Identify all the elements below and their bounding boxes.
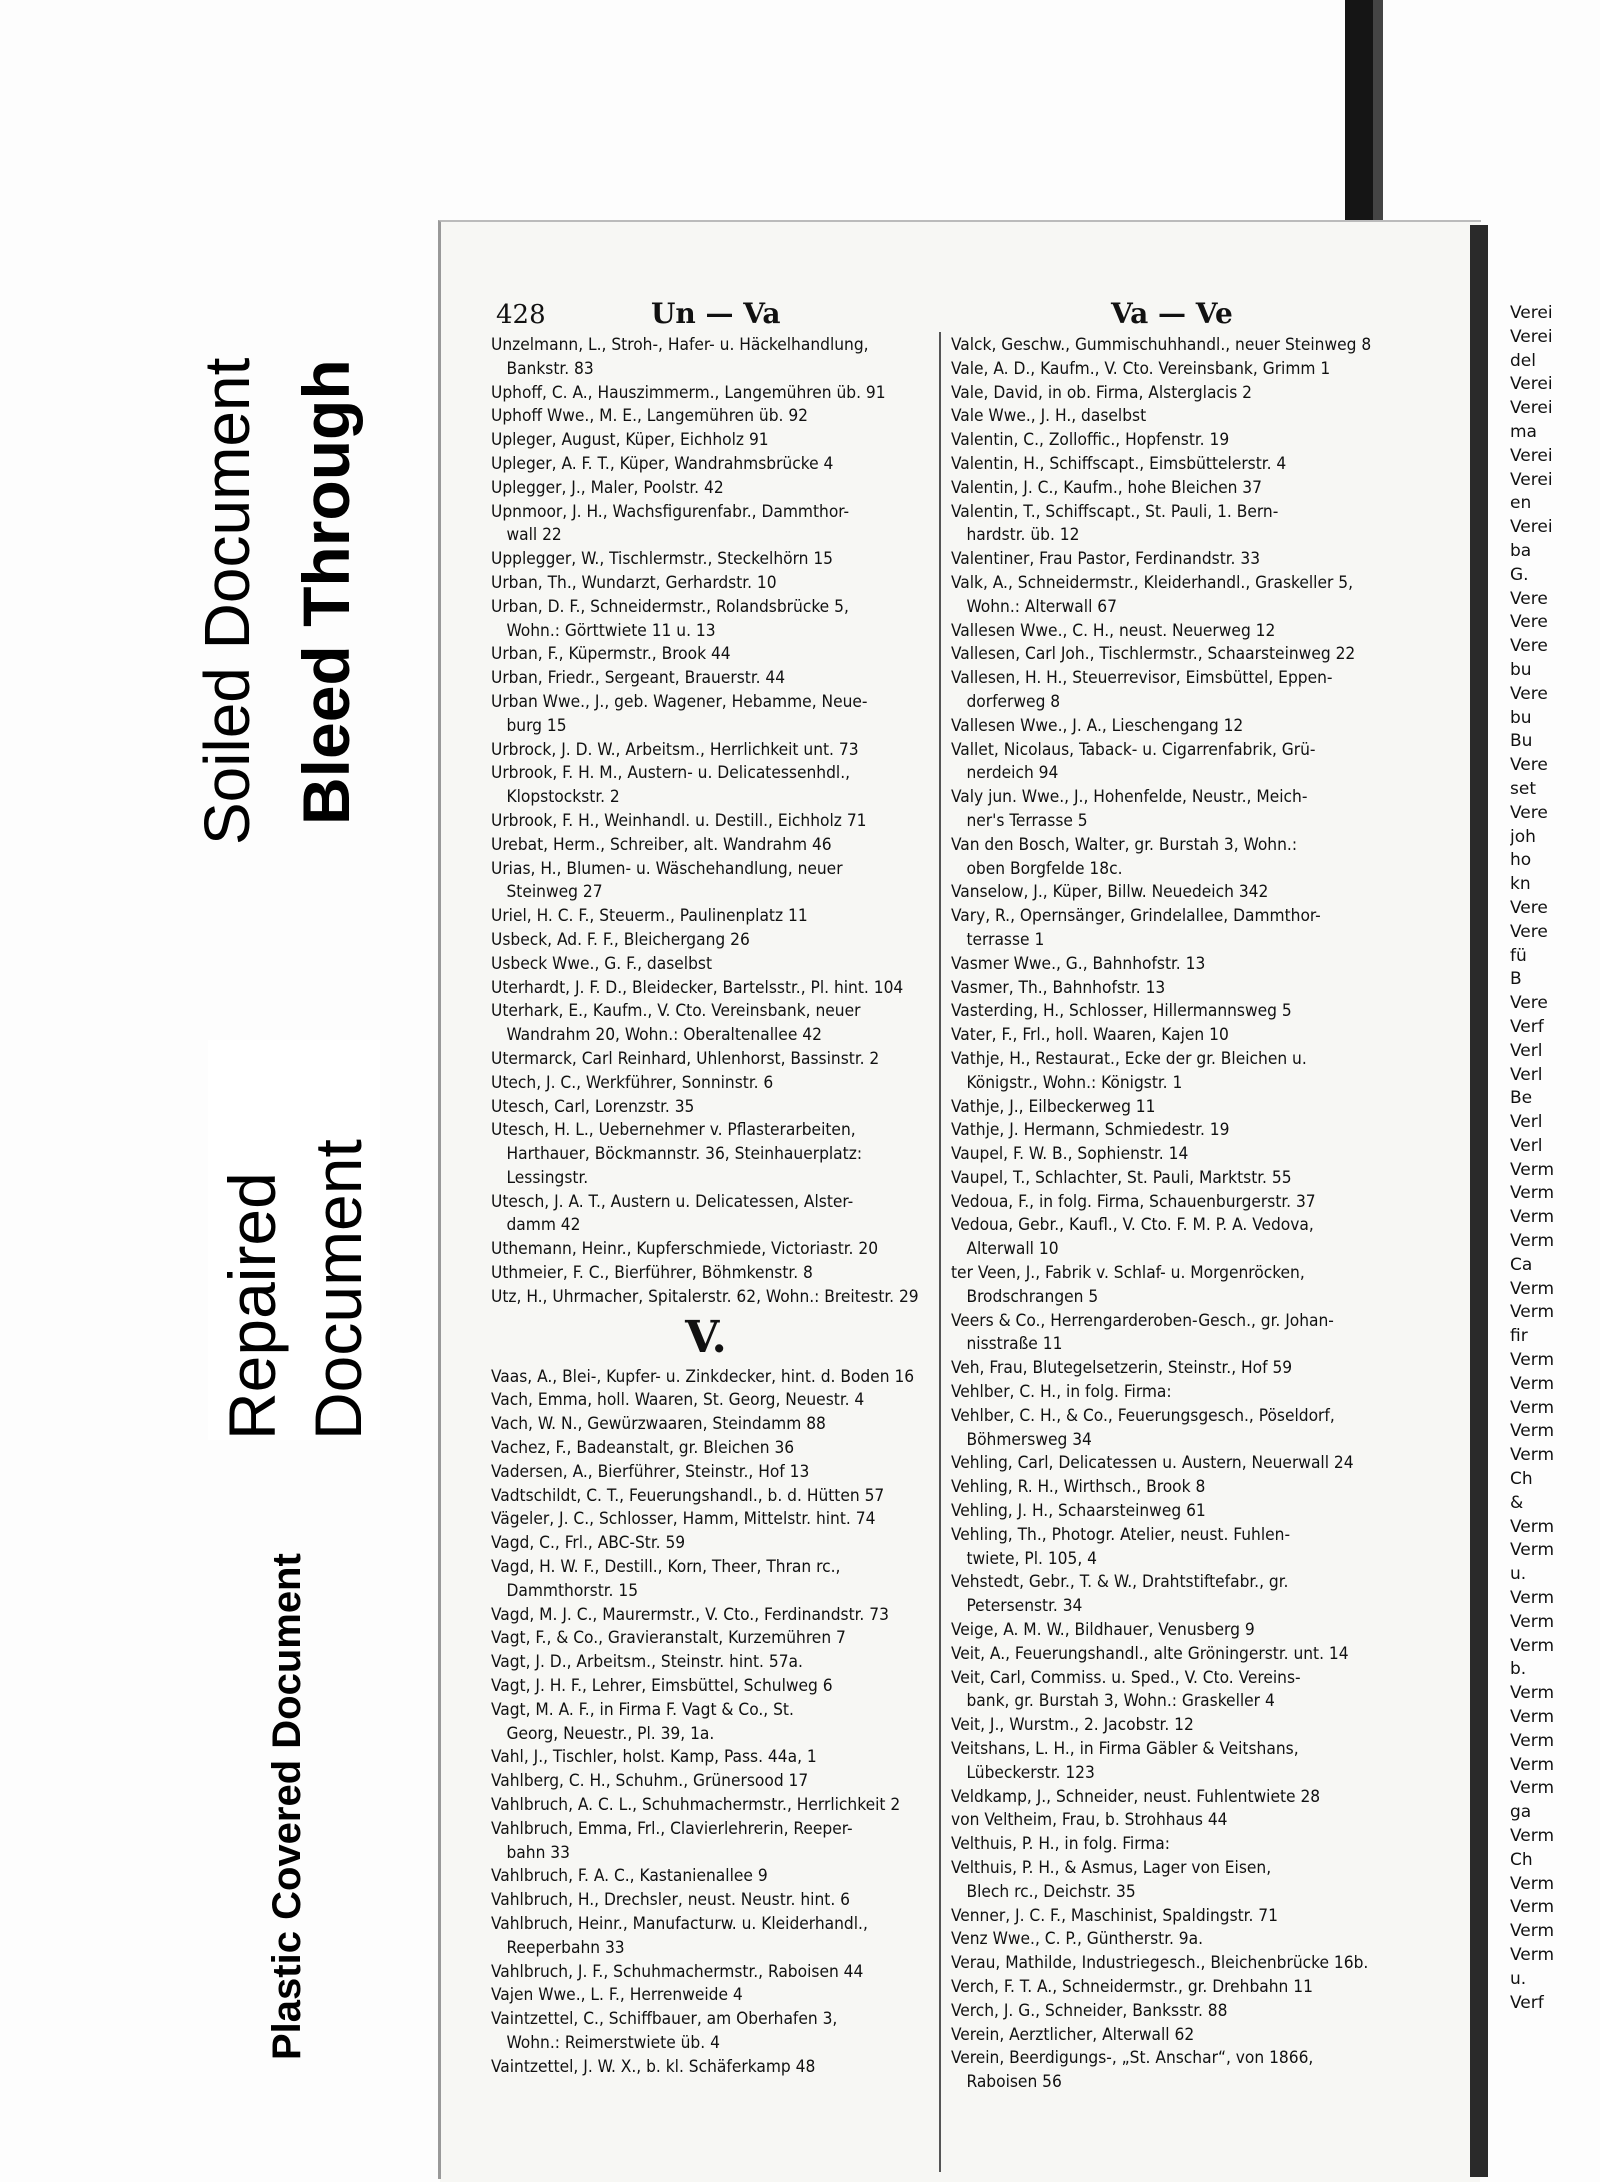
directory-entry-line: Uphoff, C. A., Hauszimmerm., Langemühren üb. 91 [491, 382, 886, 403]
peek-entry-fragment: Verl [1510, 1040, 1543, 1061]
directory-entry-line: Alterwall 10 [951, 1239, 1059, 1260]
peek-entry-fragment: Verm [1510, 1278, 1555, 1299]
directory-entry-line: Vagt, M. A. F., in Firma F. Vagt & Co., St. [491, 1699, 794, 1720]
peek-entry-fragment: Vere [1510, 802, 1548, 823]
directory-entry-line: Valentin, T., Schiffscapt., St. Pauli, 1. Bern- [951, 501, 1279, 522]
directory-entry-line: Vaas, A., Blei-, Kupfer- u. Zinkdecker, hint. d. Boden 16 [491, 1366, 915, 1387]
directory-entry-line: Valy jun. Wwe., J., Hohenfelde, Neustr., Meich- [951, 787, 1308, 808]
directory-entry-line: Vary, R., Opernsänger, Grindelallee, Dammthor- [951, 906, 1321, 927]
directory-entry-line: Vagt, J. D., Arbeitsm., Steinstr. hint. 57a. [491, 1652, 803, 1673]
directory-entry-line: Brodschrangen 5 [951, 1286, 1099, 1307]
peek-entry-fragment: Be [1510, 1088, 1533, 1109]
directory-entry-line: Valk, A., Schneidermstr., Kleiderhandl., Graskeller 5, [951, 572, 1353, 593]
directory-entry-line: Vehlber, C. H., in folg. Firma: [951, 1382, 1172, 1403]
directory-entry-line: Harthauer, Böckmannstr. 36, Steinhauerplatz: [491, 1144, 863, 1165]
right-column [951, 334, 1421, 2095]
directory-entry-line: Vagd, M. J. C., Maurermstr., V. Cto., Ferdinandstr. 73 [491, 1604, 889, 1625]
directory-entry-line: Vale Wwe., J. H., daselbst [951, 406, 1147, 427]
peek-entry-fragment: Verei [1510, 374, 1553, 395]
directory-entry-line: Vahlbruch, F. A. C., Kastanienallee 9 [491, 1866, 768, 1887]
directory-entry-line: Veers & Co., Herrengarderoben-Gesch., gr. Johan- [951, 1310, 1334, 1331]
directory-entry-line: Vehling, J. H., Schaarsteinweg 61 [951, 1501, 1206, 1522]
directory-entry-line: Unzelmann, L., Stroh-, Hafer- u. Häckelhandlung, [491, 335, 869, 355]
directory-entry-line: Vahlberg, C. H., Schuhm., Grünersood 17 [491, 1771, 809, 1792]
directory-entry-line: Vale, David, in ob. Firma, Alsterglacis 2 [951, 382, 1253, 403]
peek-entry-fragment: fü [1510, 945, 1527, 966]
directory-entry-line: Utermarck, Carl Reinhard, Uhlenhorst, Bassinstr. 2 [491, 1048, 880, 1069]
directory-entry-line: Uthemann, Heinr., Kupferschmiede, Victoriastr. 20 [491, 1239, 879, 1260]
soiled-document-label: Soiled Document [191, 357, 263, 845]
directory-entry-line: Veldkamp, J., Schneider, neust. Fuhlentwiete 28 [951, 1786, 1321, 1807]
directory-entry-line: Veit, Carl, Commiss. u. Sped., V. Cto. Vereins- [951, 1667, 1301, 1688]
directory-entry-line: Steinweg 27 [491, 882, 603, 903]
running-head-right: Va — Ve [1111, 297, 1233, 330]
peek-entry-fragment: ho [1510, 850, 1532, 871]
directory-entry-line: Vasterding, H., Schlosser, Hillermannsweg 5 [951, 1001, 1292, 1022]
directory-entry-line: Dammthorstr. 15 [491, 1580, 639, 1601]
peek-entry-fragment: Verm [1510, 1873, 1555, 1894]
peek-entry-fragment: Verei [1510, 517, 1553, 538]
directory-entry-line: Vehling, Th., Photogr. Atelier, neust. Fuhlen- [951, 1524, 1291, 1545]
bleed-through-label: Bleed Through [289, 359, 363, 825]
directory-entry-line: Valentiner, Frau Pastor, Ferdinandstr. 33 [951, 549, 1261, 570]
directory-entry-line: Königstr., Wohn.: Königstr. 1 [951, 1072, 1183, 1093]
peek-entry-fragment: u. [1510, 1564, 1527, 1585]
peek-entry-fragment: Verm [1510, 1231, 1555, 1252]
directory-entry-line: Verein, Aerztlicher, Alterwall 62 [951, 2024, 1195, 2045]
directory-entry-line: Upnmoor, J. H., Wachsfigurenfabr., Dammthor- [491, 501, 850, 522]
directory-entry-line: Urebat, Herm., Schreiber, alt. Wandrahm 46 [491, 834, 832, 855]
peek-entry-fragment: Verei [1510, 398, 1553, 419]
directory-entry-line: wall 22 [491, 525, 562, 546]
peek-entry-fragment: Verei [1510, 445, 1553, 466]
directory-entry-line: Vathje, H., Restaurat., Ecke der gr. Bleichen u. [951, 1048, 1307, 1069]
directory-entry-line: Vahlbruch, H., Drechsler, neust. Neustr. hint. 6 [491, 1890, 850, 1911]
directory-entry-line: Utesch, Carl, Lorenzstr. 35 [491, 1096, 695, 1117]
directory-entry-line: Urbrock, J. D. W., Arbeitsm., Herrlichkeit unt. 73 [491, 739, 859, 760]
peek-entry-fragment: Verm [1510, 1635, 1555, 1656]
directory-entry-line: Vahlbruch, Emma, Frl., Clavierlehrerin, Reeper- [491, 1818, 853, 1839]
peek-entry-fragment: Verei [1510, 303, 1553, 323]
peek-entry-fragment: Vere [1510, 755, 1548, 776]
directory-entry-line: Uthmeier, F. C., Bierführer, Böhmkenstr. 8 [491, 1263, 813, 1284]
next-page-column-fragment [1510, 302, 1600, 2015]
directory-entry-line: Usbeck Wwe., G. F., daselbst [491, 953, 713, 974]
peek-entry-fragment: ga [1510, 1802, 1532, 1823]
directory-entry-line: burg 15 [491, 715, 567, 736]
repaired-label-line1: Repaired [215, 1172, 289, 1440]
directory-entry-line: Vaintzettel, C., Schiffbauer, am Oberhafen 3, [491, 2009, 838, 2030]
peek-entry-fragment: bu [1510, 707, 1532, 728]
directory-entry-line: Verau, Mathilde, Industriegesch., Bleichenbrücke 16b. [951, 1953, 1369, 1974]
directory-entry-line: Vallesen, Carl Joh., Tischlermstr., Schaarsteinweg 22 [951, 644, 1356, 665]
peek-entry-fragment: Ch [1510, 1469, 1533, 1490]
plastic-covered-label: Plastic Covered Document [265, 1553, 309, 2060]
directory-entry-line: Utz, H., Uhrmacher, Spitalerstr. 62, Wohn.: Breitestr. 29 [491, 1286, 919, 1307]
peek-entry-fragment: joh [1510, 826, 1536, 847]
directory-entry-line: Vehling, R. H., Wirthsch., Brook 8 [951, 1477, 1206, 1498]
directory-entry-line: Vehling, Carl, Delicatessen u. Austern, Neuerwall 24 [951, 1453, 1354, 1474]
directory-entry-line: Vallesen Wwe., J. A., Lieschengang 12 [951, 715, 1244, 736]
directory-entry-line: Usbeck, Ad. F. F., Bleichergang 26 [491, 929, 750, 950]
directory-entry-line: Raboisen 56 [951, 2072, 1062, 2093]
peek-entry-fragment: ma [1510, 421, 1537, 442]
directory-entry-line: nisstraße 11 [951, 1334, 1063, 1355]
peek-entry-fragment: Verei [1510, 326, 1553, 347]
peek-entry-fragment: Verm [1510, 1588, 1555, 1609]
directory-entry-line: hardstr. üb. 12 [951, 525, 1080, 546]
directory-entry-line: Velthuis, P. H., & Asmus, Lager von Eisen, [951, 1858, 1272, 1878]
peek-entry-fragment: Vere [1510, 897, 1548, 918]
directory-entry-line: Veh, Frau, Blutegelsetzerin, Steinstr., Hof 59 [951, 1358, 1293, 1379]
peek-entry-fragment: Verm [1510, 1944, 1555, 1965]
peek-entry-fragment: Verm [1510, 1350, 1555, 1371]
peek-entry-fragment: Verf [1510, 1016, 1544, 1037]
peek-entry-fragment: Verm [1510, 1183, 1555, 1204]
peek-entry-fragment: Verl [1510, 1064, 1543, 1085]
directory-entry-line: Verch, F. T. A., Schneidermstr., gr. Drehbahn 11 [951, 1976, 1313, 1997]
directory-entry-line: Vathje, J., Eilbeckerweg 11 [951, 1096, 1156, 1117]
peek-entry-fragment: Verl [1510, 1135, 1543, 1156]
directory-entry-line: Vater, F., Frl., holl. Waaren, Kajen 10 [951, 1025, 1229, 1046]
directory-entry-line: Urbrook, F. H. M., Austern- u. Delicatessenhdl., [491, 763, 851, 784]
peek-entry-fragment: Vere [1510, 588, 1548, 609]
directory-entry-line: Bankstr. 83 [491, 358, 594, 379]
directory-entry-line: Lessingstr. [491, 1167, 589, 1188]
peek-entry-fragment: Verm [1510, 1730, 1555, 1751]
directory-entry-line: Urban, Friedr., Sergeant, Brauerstr. 44 [491, 668, 786, 689]
directory-entry-line: Böhmersweg 34 [951, 1429, 1092, 1450]
directory-entry-line: Vahl, J., Tischler, holst. Kamp, Pass. 44a, 1 [491, 1747, 817, 1768]
directory-entry-line: Urbrook, F. H., Weinhandl. u. Destill., Eichholz 71 [491, 810, 867, 831]
left-column [491, 334, 921, 2080]
directory-entry-line: Urban, D. F., Schneidermstr., Rolandsbrücke 5, [491, 596, 849, 617]
peek-entry-fragment: Verm [1510, 1707, 1555, 1728]
directory-entry-line: ner's Terrasse 5 [951, 810, 1088, 831]
directory-entry-line: Veige, A. M. W., Bildhauer, Venusberg 9 [951, 1620, 1255, 1641]
directory-entry-line: Veit, J., Wurstm., 2. Jacobstr. 12 [951, 1715, 1194, 1736]
directory-entry-line: Vasmer Wwe., G., Bahnhofstr. 13 [951, 953, 1206, 974]
directory-entry-line: dorferweg 8 [951, 691, 1061, 712]
directory-entry-line: Velthuis, P. H., in folg. Firma: [951, 1834, 1170, 1855]
directory-entry-line: Vallesen, H. H., Steuerrevisor, Eimsbüttel, Eppen- [951, 668, 1333, 689]
peek-entry-fragment: Verm [1510, 1826, 1555, 1846]
peek-entry-fragment: Verm [1510, 1421, 1555, 1442]
directory-entry-line: Blech rc., Deichstr. 35 [951, 1881, 1136, 1902]
directory-entry-line: twiete, Pl. 105, 4 [951, 1548, 1097, 1569]
running-head-left: Un — Va [651, 297, 781, 330]
peek-entry-fragment: Verl [1510, 1112, 1543, 1133]
directory-entry-line: Urias, H., Blumen- u. Wäschehandlung, neuer [491, 858, 843, 879]
peek-entry-fragment: kn [1510, 874, 1531, 895]
directory-entry-line: Vahlbruch, Heinr., Manufacturw. u. Kleiderhandl., [491, 1914, 868, 1934]
directory-entry-line: Vasmer, Th., Bahnhofstr. 13 [951, 977, 1166, 998]
peek-entry-fragment: del [1510, 350, 1536, 371]
directory-entry-line: Vaupel, T., Schlachter, St. Pauli, Marktstr. 55 [951, 1167, 1292, 1188]
directory-entry-line: Vägeler, J. C., Schlosser, Hamm, Mittelstr. hint. 74 [491, 1509, 876, 1530]
directory-entry-line: Upleger, A. F. T., Küper, Wandrahmsbrücke 4 [491, 453, 834, 474]
peek-entry-fragment: Verm [1510, 1897, 1555, 1918]
directory-entry-line: bahn 33 [491, 1842, 570, 1863]
directory-entry-line: damm 42 [491, 1215, 581, 1236]
directory-entry-line: Valck, Geschw., Gummischuhhandl., neuer Steinweg 8 [951, 335, 1372, 355]
peek-entry-fragment: Verm [1510, 1159, 1555, 1180]
directory-entry-line: Vale, A. D., Kaufm., V. Cto. Vereinsbank, Grimm 1 [951, 358, 1331, 379]
peek-entry-fragment: b. [1510, 1659, 1527, 1680]
peek-entry-fragment: Verm [1510, 1445, 1555, 1466]
directory-entry-line: Vaupel, F. W. B., Sophienstr. 14 [951, 1144, 1189, 1165]
peek-entry-fragment: Verm [1510, 1921, 1555, 1942]
directory-entry-line: Vadtschildt, C. T., Feuerungshandl., b. d. Hütten 57 [491, 1485, 885, 1506]
directory-entry-line: Vathje, J. Hermann, Schmiedestr. 19 [951, 1120, 1230, 1141]
directory-entry-line: Vallet, Nicolaus, Taback- u. Cigarrenfabrik, Grü- [951, 739, 1316, 760]
peek-entry-fragment: Vere [1510, 921, 1548, 942]
peek-entry-fragment: Verm [1510, 1754, 1555, 1775]
directory-entry-line: Vagt, J. H. F., Lehrer, Eimsbüttel, Schulweg 6 [491, 1676, 833, 1697]
peek-entry-fragment: Ca [1510, 1254, 1533, 1275]
directory-entry-line: Vach, W. N., Gewürzwaaren, Steindamm 88 [491, 1414, 826, 1435]
directory-entry-line: Vadersen, A., Bierführer, Steinstr., Hof 13 [491, 1461, 810, 1482]
directory-entry-line: Valentin, H., Schiffscapt., Eimsbüttelerstr. 4 [951, 453, 1287, 474]
column-divider [939, 332, 941, 2172]
directory-entry-line: ter Veen, J., Fabrik v. Schlaf- u. Morgenröcken, [951, 1263, 1305, 1284]
peek-entry-fragment: en [1510, 493, 1532, 514]
peek-entry-fragment: Verei [1510, 469, 1553, 490]
directory-entry-line: Wohn.: Alterwall 67 [951, 596, 1117, 617]
directory-entry-line: Reeperbahn 33 [491, 1937, 625, 1958]
directory-entry-line: Lübeckerstr. 123 [951, 1762, 1095, 1783]
directory-entry-line: Utesch, H. L., Uebernehmer v. Pflasterarbeiten, [491, 1120, 856, 1141]
directory-entry-line: Vachez, F., Badeanstalt, gr. Bleichen 36 [491, 1438, 795, 1459]
directory-entry-line: terrasse 1 [951, 929, 1045, 950]
directory-entry-line: Uplegger, J., Maler, Poolstr. 42 [491, 477, 724, 498]
directory-entry-line: Vanselow, J., Küper, Billw. Neuedeich 342 [951, 882, 1269, 903]
directory-page [438, 220, 1481, 2179]
page-number: 428 [496, 300, 546, 330]
directory-entry-line: Veit, A., Feuerungshandl., alte Gröningerstr. unt. 14 [951, 1643, 1349, 1664]
directory-entry-line: Veitshans, L. H., in Firma Gäbler & Veitshans, [951, 1739, 1299, 1760]
peek-entry-fragment: Verm [1510, 1516, 1555, 1537]
directory-entry-line: Venz Wwe., C. P., Güntherstr. 9a. [951, 1929, 1204, 1950]
directory-entry-line: Utesch, J. A. T., Austern u. Delicatessen, Alster- [491, 1191, 854, 1212]
directory-entry-line: Georg, Neuestr., Pl. 39, 1a. [491, 1723, 715, 1744]
directory-entry-line: Urban Wwe., J., geb. Wagener, Hebamme, Neue- [491, 691, 868, 712]
directory-entry-line: Venner, J. C. F., Maschinist, Spaldingstr. 71 [951, 1905, 1278, 1926]
directory-entry-line: Vedoua, F., in folg. Firma, Schauenburgerstr. 37 [951, 1191, 1316, 1212]
repaired-label-line2: Document [301, 1139, 375, 1440]
directory-entry-line: Vagd, H. W. F., Destill., Korn, Theer, Thran rc., [491, 1557, 841, 1578]
directory-entry-line: Vahlbruch, A. C. L., Schuhmachermstr., Herrlichkeit 2 [491, 1795, 901, 1816]
peek-entry-fragment: u. [1510, 1968, 1527, 1989]
peek-entry-fragment: Verm [1510, 1302, 1555, 1323]
directory-entry-line: von Veltheim, Frau, b. Strohhaus 44 [951, 1810, 1228, 1831]
directory-entry-line: Vallesen Wwe., C. H., neust. Neuerweg 12 [951, 620, 1276, 641]
peek-entry-fragment: Vere [1510, 636, 1548, 657]
directory-entry-line: Wohn.: Görttwiete 11 u. 13 [491, 620, 716, 641]
directory-entry-line: Vedoua, Gebr., Kaufl., V. Cto. F. M. P. A. Vedova, [951, 1215, 1314, 1236]
label-strip [0, 0, 420, 2177]
directory-entry-line: Vagd, C., Frl., ABC-Str. 59 [491, 1533, 686, 1554]
peek-entry-fragment: bu [1510, 659, 1532, 680]
peek-entry-fragment: Bu [1510, 731, 1533, 752]
directory-entry-line: nerdeich 94 [951, 763, 1059, 784]
peek-entry-fragment: Verm [1510, 1540, 1555, 1561]
directory-entry-line: Vajen Wwe., L. F., Herrenweide 4 [491, 1985, 743, 2006]
directory-entry-line: bank, gr. Burstah 3, Wohn.: Graskeller 4 [951, 1691, 1275, 1712]
directory-entry-line: Uterhark, E., Kaufm., V. Cto. Vereinsbank, neuer [491, 1001, 861, 1022]
peek-entry-fragment: Verm [1510, 1611, 1555, 1632]
directory-entry-line: Vehlber, C. H., & Co., Feuerungsgesch., Pöseldorf, [951, 1405, 1335, 1426]
section-letter: V. [685, 1311, 727, 1363]
directory-entry-line: Verch, J. G., Schneider, Banksstr. 88 [951, 2000, 1228, 2021]
directory-entry-line: Klopstockstr. 2 [491, 787, 620, 808]
peek-entry-fragment: set [1510, 778, 1536, 799]
directory-entry-line: Upleger, August, Küper, Eichholz 91 [491, 430, 769, 451]
directory-entry-line: Vaintzettel, J. W. X., b. kl. Schäferkamp 48 [491, 2056, 816, 2077]
directory-entry-line: oben Borgfelde 18c. [951, 858, 1123, 879]
directory-entry-line: Valentin, C., Zolloffic., Hopfenstr. 19 [951, 430, 1230, 451]
peek-entry-fragment: Verm [1510, 1207, 1555, 1228]
peek-entry-fragment: Vere [1510, 683, 1548, 704]
directory-entry-line: Vehstedt, Gebr., T. & W., Drahtstiftefabr., gr. [951, 1572, 1289, 1593]
directory-entry-line: Vach, Emma, holl. Waaren, St. Georg, Neuestr. 4 [491, 1390, 865, 1411]
peek-entry-fragment: Verm [1510, 1397, 1555, 1418]
directory-entry-line: Utech, J. C., Werkführer, Sonninstr. 6 [491, 1072, 774, 1093]
peek-entry-fragment: Verf [1510, 1992, 1544, 2013]
directory-entry-line: Uterhardt, J. F. D., Bleidecker, Bartelsstr., Pl. hint. 104 [491, 977, 904, 998]
directory-entry-line: Urban, Th., Wundarzt, Gerhardstr. 10 [491, 572, 777, 593]
peek-entry-fragment: G. [1510, 564, 1529, 585]
directory-entry-line: Upplegger, W., Tischlermstr., Steckelhörn 15 [491, 549, 834, 570]
peek-entry-fragment: ba [1510, 540, 1532, 561]
directory-entry-line: Vahlbruch, J. F., Schuhmachermstr., Raboisen 44 [491, 1961, 864, 1982]
directory-entry-line: Wandrahm 20, Wohn.: Oberaltenallee 42 [491, 1025, 822, 1046]
directory-entry-line: Wohn.: Reimerstwiete üb. 4 [491, 2032, 720, 2053]
directory-entry-line: Urban, F., Küpermstr., Brook 44 [491, 644, 731, 665]
directory-entry-line: Petersenstr. 34 [951, 1596, 1083, 1617]
peek-entry-fragment: Verm [1510, 1778, 1555, 1799]
peek-entry-fragment: & [1510, 1492, 1524, 1513]
peek-entry-fragment: B [1510, 969, 1522, 990]
directory-entry-line: Valentin, J. C., Kaufm., hohe Bleichen 37 [951, 477, 1262, 498]
peek-entry-fragment: fir [1510, 1326, 1528, 1347]
peek-entry-fragment: Verm [1510, 1683, 1555, 1704]
peek-entry-fragment: Ch [1510, 1849, 1533, 1870]
peek-entry-fragment: Verm [1510, 1373, 1555, 1394]
directory-entry-line: Vagt, F., & Co., Gravieranstalt, Kurzemühren 7 [491, 1628, 846, 1649]
directory-entry-line: Van den Bosch, Walter, gr. Burstah 3, Wohn.: [951, 834, 1298, 855]
peek-entry-fragment: Vere [1510, 612, 1548, 633]
directory-entry-line: Verein, Beerdigungs-, „St. Anschar“, von 1866, [951, 2048, 1314, 2069]
directory-entry-line: Uriel, H. C. F., Steuerm., Paulinenplatz 11 [491, 906, 808, 927]
directory-entry-line: Uphoff Wwe., M. E., Langemühren üb. 92 [491, 406, 809, 427]
peek-entry-fragment: Vere [1510, 993, 1548, 1014]
